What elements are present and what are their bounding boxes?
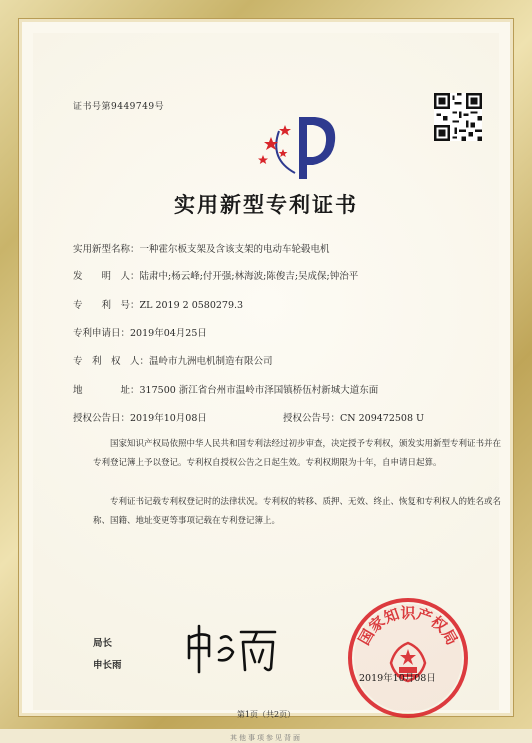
seal-text: 国家知识产权局 xyxy=(354,604,462,649)
field-value: ZL 2019 2 0580279.3 xyxy=(139,300,244,311)
field-label: 授权公告日： xyxy=(73,413,131,424)
certificate-title: 实用新型专利证书 xyxy=(174,192,358,217)
field-utility-model-name xyxy=(73,241,330,255)
field-label: 实用新型名称： xyxy=(73,244,140,255)
certificate-number: 证书号第9449749号 xyxy=(73,102,165,112)
statement-paragraph: 国家知识产权局依照中华人民共和国专利法经过初步审查，决定授予专利权，颁发实用新型专利证书并在专利登记簿上予以登记。专利权自授权公告之日起生效。专利权期限为十年，自申请日起算。 xyxy=(93,439,502,468)
field-value: 一种霍尔板支架及含该支架的电动车轮毂电机 xyxy=(139,244,330,255)
field-value: 317500 浙江省台州市温岭市泽国镇桥伍村新城大道东面 xyxy=(139,385,379,396)
certificate-inner-frame xyxy=(18,18,514,742)
field-value: 陆肃中;杨云峰;付开强;林海波;陈俊吉;吴成保;钟治平 xyxy=(139,271,359,282)
seal-date: 2019年10月08日 xyxy=(359,673,436,684)
field-application-date xyxy=(73,325,207,339)
field-inventors xyxy=(73,268,358,282)
footer-note: 其他事项参见背面 xyxy=(230,734,302,742)
field-label: 专 利 号： xyxy=(73,300,140,311)
page-number: 第1页（共2页） xyxy=(236,710,296,719)
field-grant-date xyxy=(73,410,207,424)
director-title: 局长 xyxy=(93,638,113,649)
cnipa-logo-icon xyxy=(249,111,345,183)
official-seal xyxy=(343,593,473,723)
field-value: 2019年10月08日 xyxy=(130,413,207,424)
field-patentee xyxy=(73,353,273,367)
statement-paragraph: 专利证书记载专利权登记时的法律状况。专利权的转移、质押、无效、终止、恢复和专利权人的姓名或名称、国籍、地址变更等事项记载在专利登记簿上。 xyxy=(93,497,502,526)
field-grant-publication-number: 授权公告号：CN 209472508 U xyxy=(283,413,425,424)
field-label: 地 址： xyxy=(73,385,140,396)
certificate-paper xyxy=(33,33,502,742)
qr-code-icon xyxy=(434,93,482,141)
director-block xyxy=(93,633,122,677)
field-value: 2019年04月25日 xyxy=(130,328,207,339)
field-label: 专 利 权 人： xyxy=(73,356,150,367)
director-name: 申长雨 xyxy=(93,660,122,671)
field-patent-number xyxy=(73,297,243,311)
field-value: 温岭市九洲电机制造有限公司 xyxy=(149,356,273,367)
director-signature xyxy=(183,618,283,676)
field-address xyxy=(73,382,378,396)
field-label: 专利申请日： xyxy=(73,328,131,339)
field-label: 发 明 人： xyxy=(73,271,140,282)
